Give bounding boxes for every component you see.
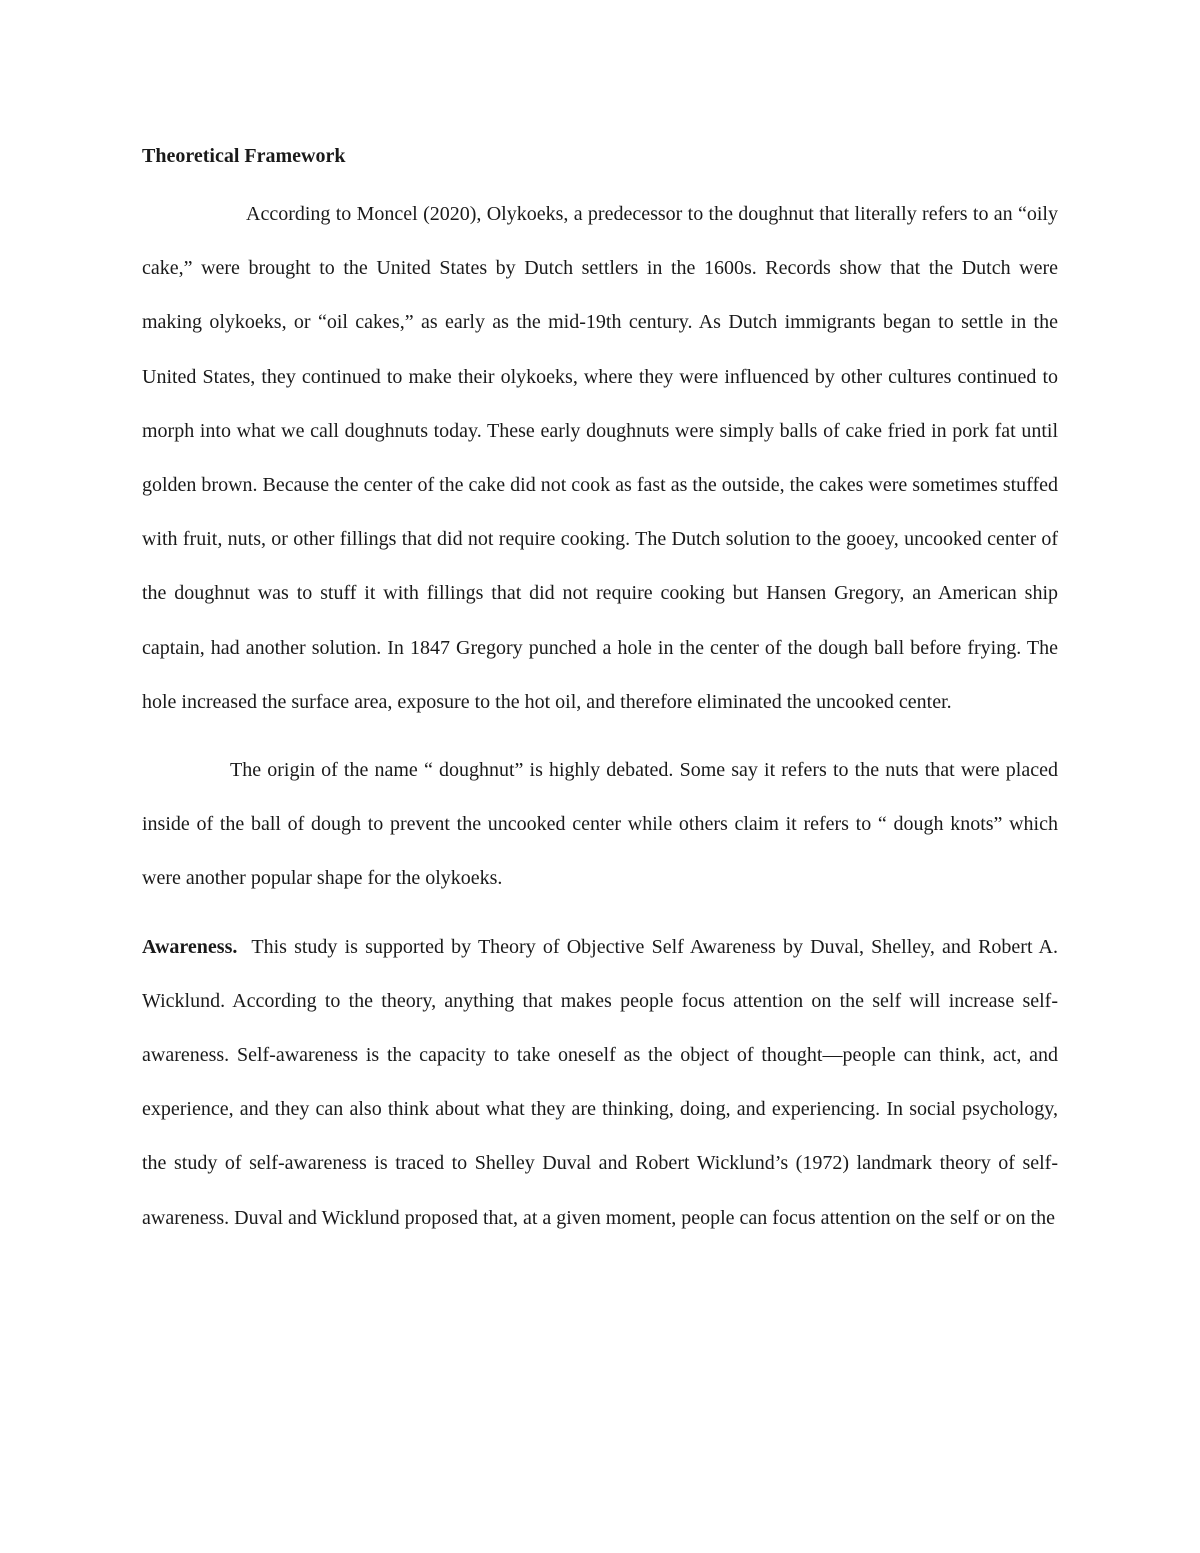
- section-heading: Theoretical Framework: [142, 145, 346, 167]
- paragraph-awareness: [142, 920, 1058, 1245]
- paragraph-name-origin: The origin of the name “ doughnut” is highly debated. Some say it refers to the nuts that were placed inside of the ball of dough to prevent the uncooked center while others claim it refers to “ dough knots” which were another popular shape for the olykoeks.: [142, 759, 1058, 890]
- awareness-text: This study is supported by Theory of Objective Self Awareness by Duval, Shelley, and Robert A. Wicklund. According to the theory, anything that makes people focus attention on the self will increase self-awareness. Self-awareness is the capacity to take oneself as the object of thought—people can think, act, and experience, and they can also think about what they are thinking, doing, and experiencing. In social psychology, the study of self-awareness is traced to Shelley Duval and Robert Wicklund’s (1972) landmark theory of self-awareness. Duval and Wicklund proposed that, at a given moment, people can focus attention on the self or on the: [142, 935, 1059, 1229]
- paragraph-olykoeks-history: According to Moncel (2020), Olykoeks, a predecessor to the doughnut that literally refers to an “oily cake,” were brought to the United States by Dutch settlers in the 1600s. Records show that the Dutch were making olykoeks, or “oil cakes,” as early as the mid-19th century. As Dutch immigrants began to settle in the United States, they continued to make their olykoeks, where they were influenced by other cultures continued to morph into what we call doughnuts today. These early doughnuts were simply balls of cake fried in pork fat until golden brown. Because the center of the cake did not cook as fast as the outside, the cakes were sometimes stuffed with fruit, nuts, or other fillings that did not require cooking. The Dutch solution to the gooey, uncooked center of the doughnut was to stuff it with fillings that did not require cooking but Hansen Gregory, an American ship captain, had another solution. In 1847 Gregory punched a hole in the center of the dough ball before frying. The hole increased the surface area, exposure to the hot oil, and therefore eliminated the uncooked center.: [142, 203, 1058, 713]
- awareness-label: Awareness.: [142, 935, 238, 958]
- page-content: [142, 142, 1058, 1245]
